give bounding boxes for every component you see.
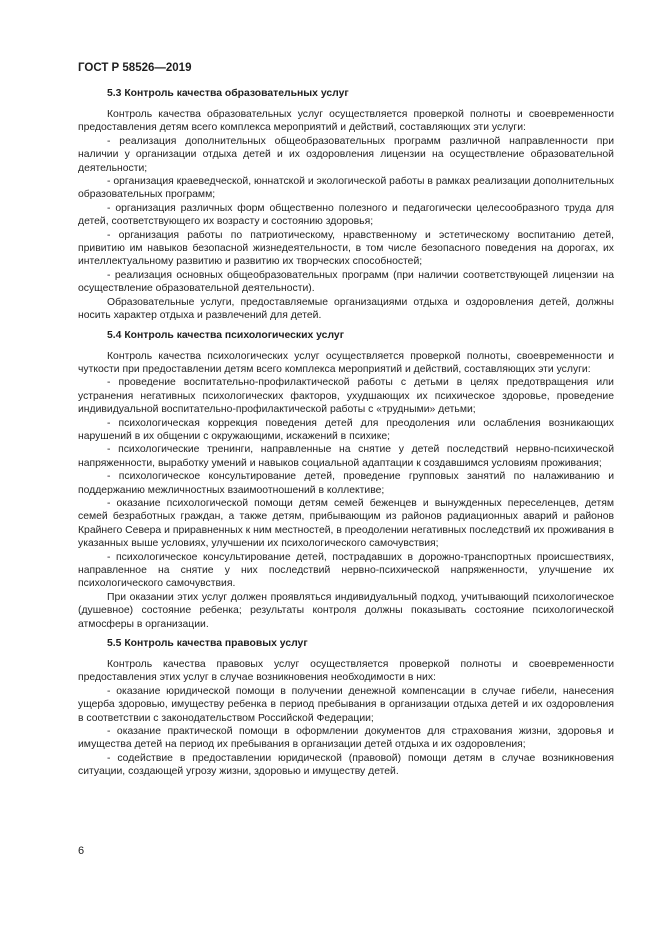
- section: [78, 330, 614, 632]
- paragraph: - психологическая коррекция поведения детей для преодоления или ослабления возникающих нарушений в их общении с окружающими, искажений в психике;: [78, 417, 614, 442]
- paragraph: Контроль качества психологических услуг осуществляется проверкой полноты, своевременности и чуткости при предоставлении детям всего комплекса мероприятий и действий, составляющих эти услуги:: [78, 350, 614, 375]
- paragraph: - организация краеведческой, юннатской и экологической работы в рамках реализации дополнительных образовательных программ;: [78, 176, 614, 201]
- document-header: ГОСТ Р 58526—2019: [78, 62, 192, 74]
- paragraph: - психологические тренинги, направленные на снятие у детей последствий нервно-психической напряженности, выработку умений и навыков социальной адаптации к создавшимся условиям проживания;: [78, 444, 614, 469]
- paragraph: - оказание юридической помощи в получении денежной компенсации в случае гибели, нанесения ущерба здоровью, имуществу ребенка в период пребывания в организации отдыха детей и их оздоровления в соответствии с законодательством Российской Федерации;: [78, 685, 614, 724]
- section-title: 5.5 Контроль качества правовых услуг: [107, 638, 308, 650]
- paragraph: - проведение воспитательно-профилактической работы с детьми в целях предотвращения или устранения негативных психологических факторов, ухудшающих их психическое здоровье, проведение индивидуальной воспитательно-профилактической работы с «трудными» детьми;: [78, 377, 614, 416]
- page-number: 6: [78, 845, 85, 857]
- paragraph: При оказании этих услуг должен проявляться индивидуальный подход, учитывающий психологическое (душевное) состояние ребенка; результаты контроля должны показывать состояние психологической атмосферы в организации.: [78, 591, 614, 630]
- paragraph: Контроль качества правовых услуг осуществляется проверкой полноты и своевременности предоставления этих услуг в случае возникновения необходимости в них:: [78, 659, 614, 684]
- paragraph: - реализация дополнительных общеобразовательных программ различной направленности при наличии у организации отдыха детей и их оздоровления лицензии на осуществление образовательной деятельности;: [78, 135, 614, 174]
- paragraph: Образовательные услуги, предоставляемые организациями отдыха и оздоровления детей, должны носить характер отдыха и развлечений для детей.: [78, 296, 614, 322]
- paragraph: - оказание психологической помощи детям семей беженцев и вынужденных переселенцев, детям семей безработных граждан, а также детям, прибывающим из районов радиационных аварий и районов Крайнего Севера и приравненных к ним местностей, в преодолении негативных последствий их проживания в указанных выше условиях, улучшении их психологического самочувствия;: [78, 497, 614, 550]
- paragraph: - организация работы по патриотическому, нравственному и эстетическому воспитанию детей, привитию им навыков безопасной жизнедеятельности, в том числе безопасного поведения на дорогах, их интеллектуальному развитию и развитию их творческих способностей;: [78, 229, 614, 268]
- paragraph: - оказание практической помощи в оформлении документов для страхования жизни, здоровья и имущества детей на период их пребывания в организации детей отдыха и их оздоровления;: [78, 726, 614, 751]
- paragraph: - организация различных форм общественно полезного и педагогически целесообразного труда для детей, соответствующего их возрасту и состоянию здоровья;: [78, 202, 614, 228]
- paragraph: Контроль качества образовательных услуг осуществляется проверкой полноты и своевременности предоставления детям всего комплекса мероприятий и действий, составляющих эти услуги:: [78, 109, 614, 134]
- paragraph: - реализация основных общеобразовательных программ (при наличии соответствующей лицензии на осуществление образовательной деятельности).: [78, 269, 614, 295]
- section: [78, 638, 614, 779]
- section: [78, 88, 614, 323]
- paragraph: - психологическое консультирование детей, проведение групповых занятий по налаживанию и поддержанию межличностных взаимоотношений в коллективе;: [78, 471, 614, 496]
- paragraph: - психологическое консультирование детей, пострадавших в дорожно-транспортных происшествиях, направленное на снятие у них последствий нервно-психической напряженности, улучшение их психологического самочувствия.: [78, 551, 614, 590]
- paragraph: - содействие в предоставлении юридической (правовой) помощи детям в случае возникновения ситуации, создающей угрозу жизни, здоровью и имуществу детей.: [78, 752, 614, 778]
- section-title: 5.3 Контроль качества образовательных услуг: [107, 88, 349, 99]
- document-body: [78, 88, 614, 779]
- section-title: 5.4 Контроль качества психологических услуг: [107, 329, 345, 341]
